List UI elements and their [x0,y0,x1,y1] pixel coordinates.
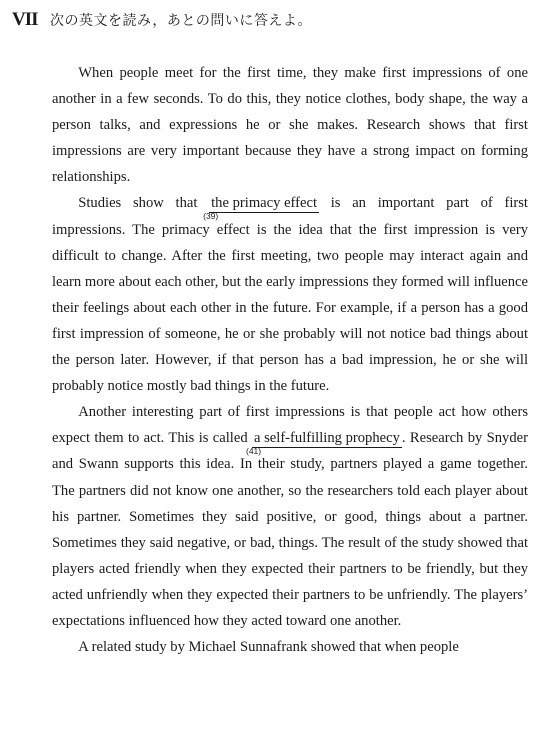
phrase-39-text: the primacy effect [211,195,318,212]
section-header [12,8,312,32]
paragraph-3-lead: Another interesting part of first impressions is that people act how others expect them to act. This is called [52,404,528,447]
reference-number-39: (39) [203,211,219,222]
paragraph-4: A related study by Michael Sunnafrank showed that when people [78,639,459,656]
section-numeral: VII [12,9,38,30]
paragraph-2-body: is an important part of first impressions. The primacy effect is the idea that the first impression is very difficult to change. After the first meeting, two people may interact again and learn more about each other, but the early impressions they formed will influence their feelings about each other in the future. For example, if a person has a good first impression of someone, he or she probably will not notice bad things about the person later. However, if that person has a bad impression, he or she will probably notice mostly bad things in the future. [52,195,528,395]
phrase-41-text: a self-fulfilling prophecy [253,430,400,447]
reading-passage [52,60,528,660]
paragraph-2 [52,190,528,399]
underlined-phrase-41 [245,430,402,457]
underlined-phrase-39 [203,195,319,222]
paragraph-3-body: . Research by Snyder and Swann supports this idea. In their study, partners played a game together. The partners did not know one another, so the researchers told each player about his partner. Sometimes they said positive, or good, things about a partner. Sometimes they said negative, or bad, things. The result of the study showed that players acted friendly when they expected their partners to be friendly, but they acted unfriendly when they expected their partners to be unfriendly. The players’ expectations influenced how they acted toward one another. [52,430,528,629]
instruction-text: 次の英文を読み，あとの問いに答えよ。 [50,13,312,29]
paragraph-1: When people meet for the first time, they make first impressions of one another in a few seconds. To do this, they notice clothes, body shape, the way a person talks, and expressions he or she makes. Research shows that first impressions are very important because they have a strong impact on forming relationships. [52,65,528,186]
paragraph-2-lead: Studies show that [78,195,210,212]
paragraph-3 [52,399,528,634]
reference-number-41: (41) [245,446,262,457]
